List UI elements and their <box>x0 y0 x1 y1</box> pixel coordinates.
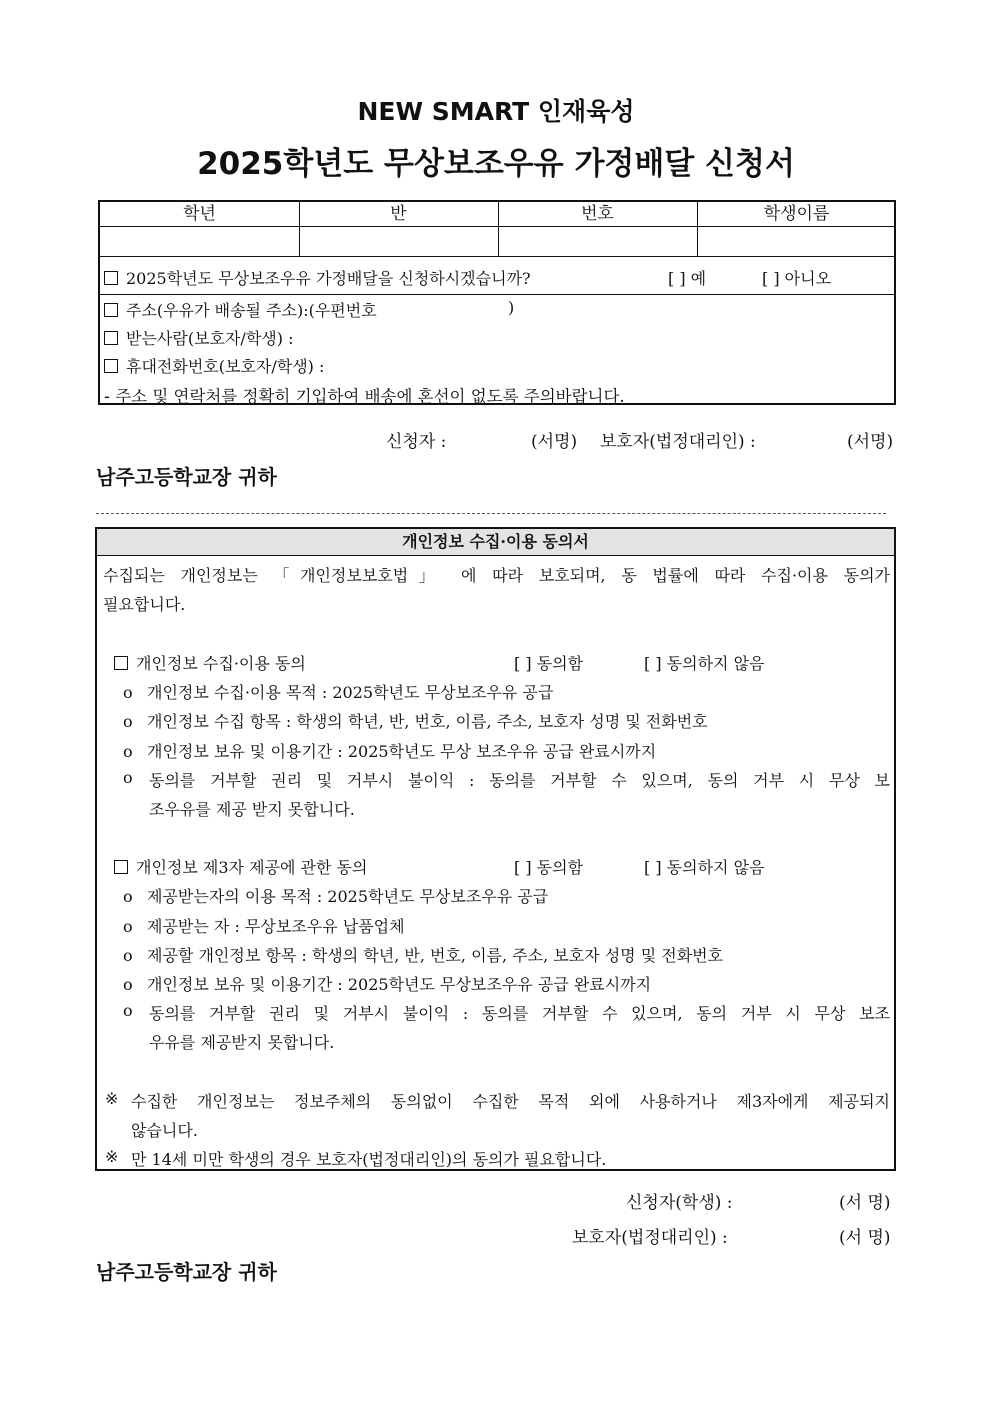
note1-line1: 수집한 개인정보는 정보주체의 동의없이 수집한 목적 외에 사용하거나 제3자에게 제공되지 <box>131 1092 890 1111</box>
section2-disagree[interactable]: [ ] 동의하지 않음 <box>644 858 765 877</box>
column-header-student-name: 학생이름 <box>763 204 830 224</box>
consent-form <box>95 527 896 1171</box>
section1-label: 개인정보 수집·이용 동의 <box>136 654 306 673</box>
column-header-grade: 학년 <box>183 204 216 224</box>
phone-row <box>104 354 324 377</box>
address-postal-close: ) <box>508 298 515 317</box>
address-checkbox[interactable] <box>104 303 118 317</box>
yes-option[interactable]: [ ] 예 <box>668 269 707 288</box>
number-field[interactable] <box>498 227 697 256</box>
section2-label: 개인정보 제3자 제공에 관한 동의 <box>136 858 368 877</box>
address-label: 주소(우유가 배송될 주소):(우편번호 <box>126 301 377 320</box>
section1-refusal-line1: 동의를 거부할 권리 및 거부시 불이익 : 동의를 거부할 수 있으며, 동의 거부 시 무상 보 <box>149 771 890 790</box>
list-item: o 개인정보 보유 및 이용기간 : 2025학년도 무상 보조우유 공급 완료시까지 <box>123 742 657 761</box>
student-sign-label: 신청자(학생) : <box>626 1193 733 1213</box>
note1-line2: 않습니다. <box>131 1121 198 1140</box>
section1-row <box>114 651 306 674</box>
class-field[interactable] <box>299 227 498 256</box>
list-item: o 개인정보 수집·이용 목적 : 2025학년도 무상보조우유 공급 <box>123 683 554 702</box>
apply-question: 2025학년도 무상보조우유 가정배달을 신청하시겠습니까? <box>126 269 531 288</box>
note-mark: ※ <box>105 1089 119 1108</box>
list-bullet: o <box>123 1001 133 1020</box>
note-mark: ※ <box>105 1147 119 1166</box>
section2-refusal-line2: 우유를 제공받지 못합니다. <box>149 1033 335 1052</box>
list-item: o 제공받는자의 이용 목적 : 2025학년도 무상보조우유 공급 <box>123 887 549 906</box>
column-header-class: 반 <box>390 204 407 224</box>
recipient-label: 받는사람(보호자/학생) : <box>126 329 294 348</box>
guardian-sign-label: 보호자(법정대리인) : <box>572 1228 728 1248</box>
guardian-sign[interactable]: (서명) <box>847 432 894 452</box>
phone-checkbox[interactable] <box>104 359 118 373</box>
section2-checkbox[interactable] <box>114 860 128 874</box>
consent-intro-line1: 수집되는 개인정보는 「개인정보보호법」 에 따라 보호되며, 동 법률에 따라 수집·이용 동의가 <box>103 566 890 585</box>
section1-agree[interactable]: [ ] 동의함 <box>514 654 584 673</box>
student-sign[interactable]: (서 명) <box>839 1193 891 1213</box>
application-table <box>98 200 896 405</box>
recipient-row <box>104 326 293 349</box>
guardian-sign2[interactable]: (서 명) <box>839 1228 891 1248</box>
consent-intro-line2: 필요합니다. <box>103 595 186 614</box>
section1-checkbox[interactable] <box>114 656 128 670</box>
list-item: o 제공할 개인정보 항목 : 학생의 학년, 반, 번호, 이름, 주소, 보호자 성명 및 전화번호 <box>123 946 724 965</box>
address-row <box>104 298 377 321</box>
phone-label: 휴대전화번호(보호자/학생) : <box>126 357 325 376</box>
recipient-checkbox[interactable] <box>104 331 118 345</box>
cut-line <box>96 513 886 514</box>
addressee: 남주고등학교장 귀하 <box>96 465 277 489</box>
column-header-number: 번호 <box>581 204 614 224</box>
list-item: o 개인정보 보유 및 이용기간 : 2025학년도 무상보조우유 공급 완료시까지 <box>123 975 652 994</box>
section2-agree[interactable]: [ ] 동의함 <box>514 858 584 877</box>
section2-row <box>114 855 367 878</box>
applicant-sign[interactable]: (서명) <box>531 432 578 452</box>
grade-field[interactable] <box>100 227 299 256</box>
list-bullet: o <box>123 768 133 787</box>
section2-refusal-line1: 동의를 거부할 권리 및 거부시 불이익 : 동의를 거부할 수 있으며, 동의 거부 시 무상 보조 <box>149 1004 890 1023</box>
apply-question-row <box>104 266 531 289</box>
applicant-label: 신청자 : <box>386 432 447 452</box>
note2: 만 14세 미만 학생의 경우 보호자(법정대리인)의 동의가 필요합니다. <box>131 1150 607 1169</box>
apply-checkbox[interactable] <box>104 271 118 285</box>
no-option[interactable]: [ ] 아니오 <box>762 269 832 288</box>
consent-title: 개인정보 수집·이용 동의서 <box>97 529 894 556</box>
addressee-2: 남주고등학교장 귀하 <box>96 1260 277 1284</box>
form-subtitle: NEW SMART 인재육성 <box>357 97 635 126</box>
section1-disagree[interactable]: [ ] 동의하지 않음 <box>644 654 765 673</box>
delivery-notice: - 주소 및 연락처를 정확히 기입하여 배송에 혼선이 없도록 주의바랍니다. <box>104 387 625 406</box>
list-item: o 제공받는 자 : 무상보조우유 납품업체 <box>123 917 405 936</box>
student-name-field[interactable] <box>697 227 896 256</box>
guardian-label: 보호자(법정대리인) : <box>600 432 756 452</box>
form-title: 2025학년도 무상보조우유 가정배달 신청서 <box>197 146 795 182</box>
section1-refusal-line2: 조우유를 제공 받지 못합니다. <box>149 800 355 819</box>
list-item: o 개인정보 수집 항목 : 학생의 학년, 반, 번호, 이름, 주소, 보호자 성명 및 전화번호 <box>123 712 708 731</box>
